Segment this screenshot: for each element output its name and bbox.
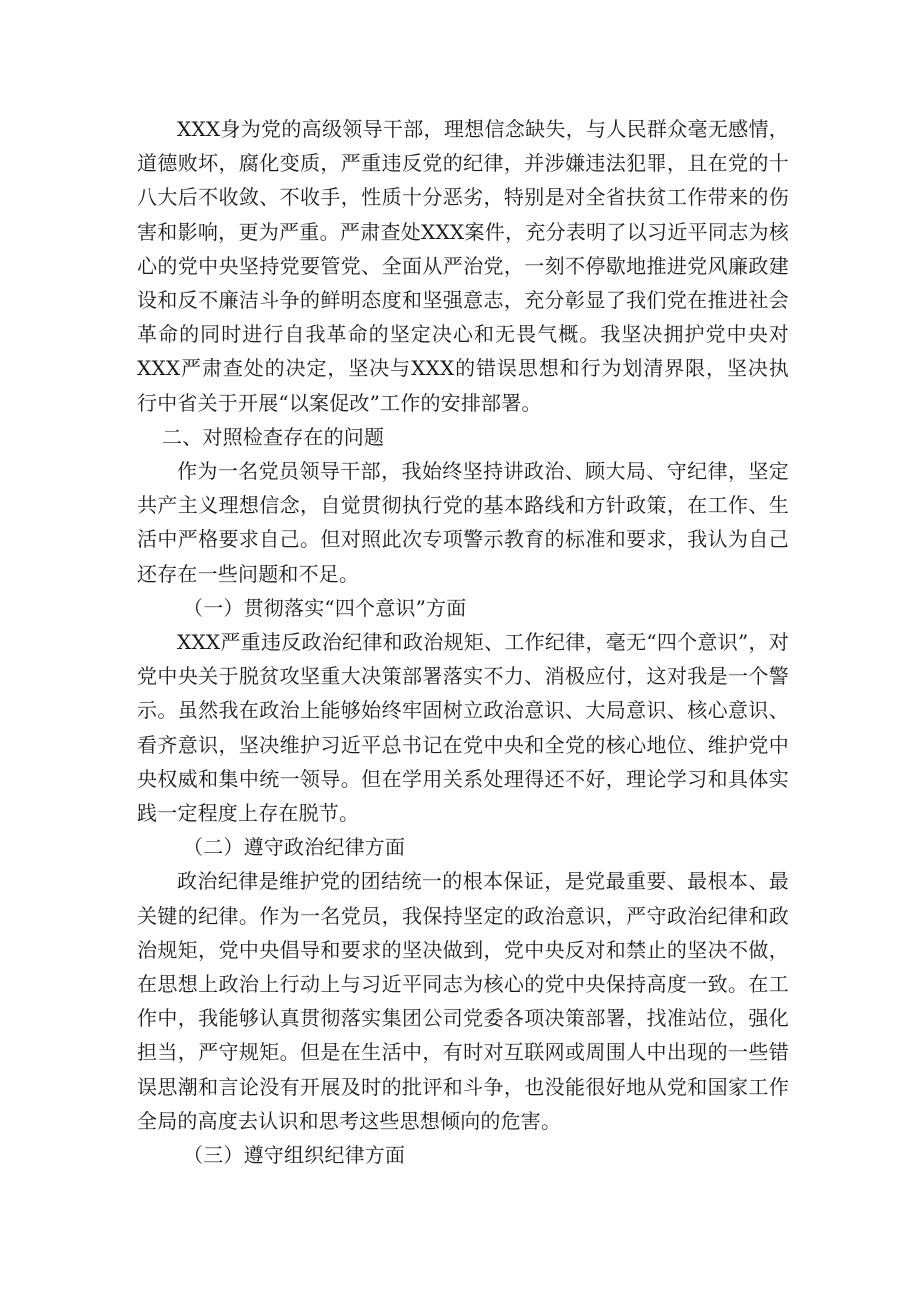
paragraph-self-assessment: 作为一名党员领导干部，我始终坚持讲政治、顾大局、守纪律，坚定共产主义理想信念，自觉贯彻执行党的基本路线和方针政策，在工作、生活中严格要求自己。但对照此次专项警示教育的标准和要求，我认为自己还存在一些问题和不足。 <box>137 459 789 586</box>
section-heading-problems: 二、对照检查存在的问题 <box>162 424 385 449</box>
subheading-political-discipline: （二）遵守政治纪律方面 <box>183 835 406 860</box>
paragraph-political-discipline: 政治纪律是维护党的团结统一的根本保证，是党最重要、最根本、最关键的纪律。作为一名党员，我保持坚定的政治意识，严守政治纪律和政治规矩，党中央倡导和要求的坚决做到，党中央反对和禁止的坚决不做，在思想上政治上行动上与习近平同志为核心的党中央保持高度一致。在工作中，我能够认真贯彻落实集团公司党委各项决策部署，找准站位，强化担当，严守规矩。但是在生活中，有时对互联网或周围人中出现的一些错误思潮和言论没有开展及时的批评和斗争，也没能很好地从党和国家工作全局的高度去认识和思考这些思想倾向的危害。 <box>137 869 789 1133</box>
paragraph-case-statement: XXX身为党的高级领导干部，理想信念缺失，与人民群众毫无感情，道德败坏，腐化变质，严重违反党的纪律，并涉嫌违法犯罪，且在党的十八大后不收敛、不收手，性质十分恶劣，特别是对全省扶贫工作带来的伤害和影响，更为严重。严肃查处XXX案件，充分表明了以习近平同志为核心的党中央坚持党要管党、全面从严治党，一刻不停歇地推进党风廉政建设和反不廉洁斗争的鲜明态度和坚强意志，充分彰显了我们党在推进社会革命的同时进行自我革命的坚定决心和无畏气概。我坚决拥护党中央对XXX严肃查处的决定，坚决与XXX的错误思想和行为划清界限，坚决执行中省关于开展“以案促改”工作的安排部署。 <box>137 117 789 415</box>
document-body <box>137 112 789 1172</box>
paragraph-four-consciousness: XXX严重违反政治纪律和政治规矩、工作纪律，毫无“四个意识”，对党中央关于脱贫攻坚重大决策部署落实不力、消极应付，这对我是一个警示。虽然我在政治上能够始终牢固树立政治意识、大局意识、核心意识、看齐意识，坚决维护习近平总书记在党中央和全党的核心地位、维护党中央权威和集中统一领导。但在学用关系处理得还不好，理论学习和具体实践一定程度上存在脱节。 <box>137 630 789 826</box>
subheading-four-consciousness: （一）贯彻落实“四个意识”方面 <box>183 595 467 620</box>
subheading-organizational-discipline: （三）遵守组织纪律方面 <box>183 1143 406 1168</box>
